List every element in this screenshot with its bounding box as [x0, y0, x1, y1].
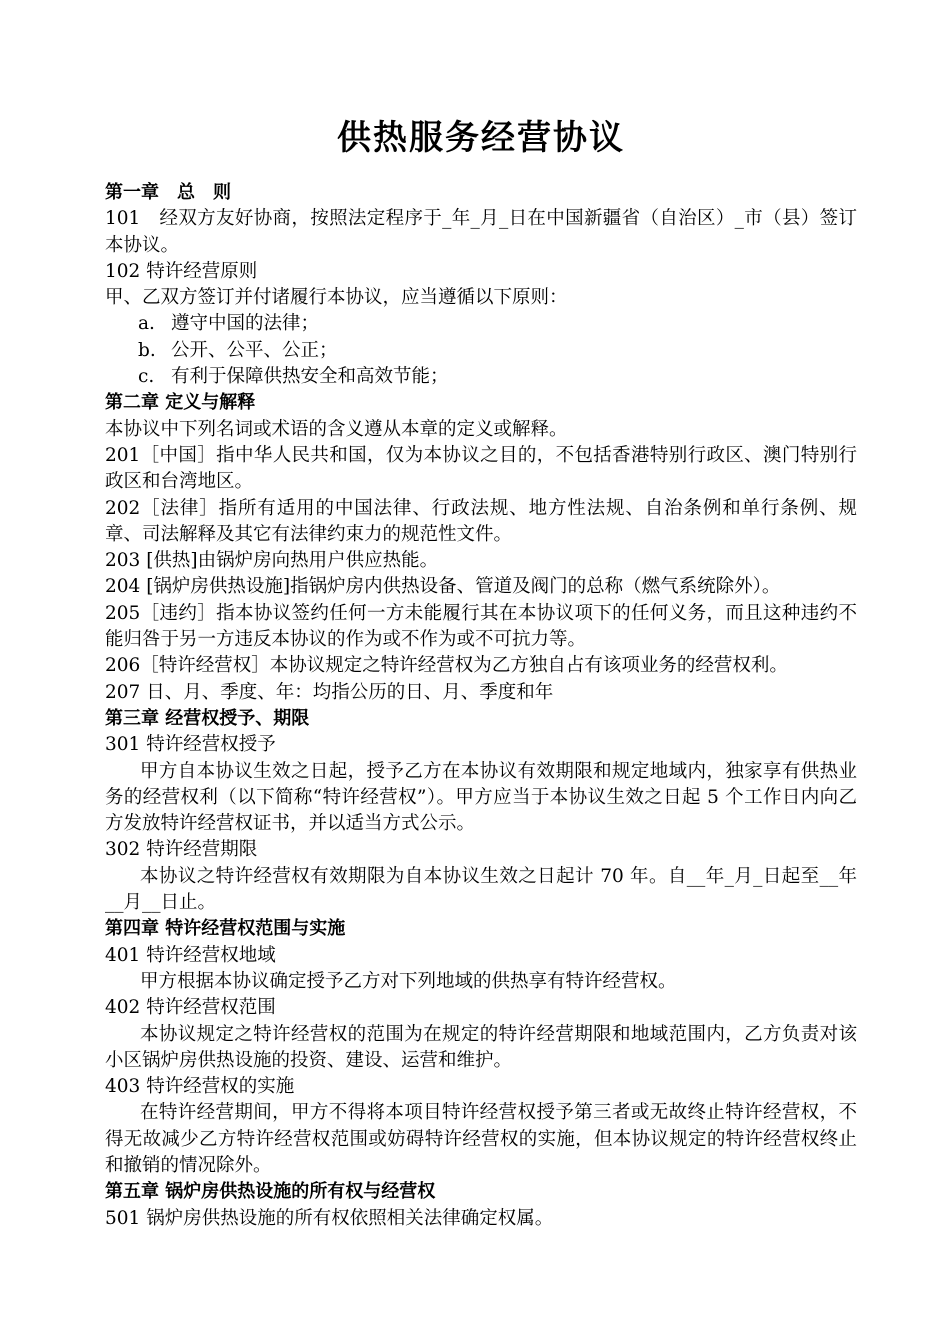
clause-202: 202［法律］指所有适用的中国法律、行政法规、地方性法规、自治条例和单行条例、规章、司法解释及其它有法律约束力的规范性文件。 [105, 497, 857, 545]
clause-403: 403 特许经营权的实施 [105, 1076, 295, 1098]
chapter-3-heading: 第三章 经营权授予、期限 [105, 707, 310, 729]
clause-206: 206［特许经营权］本协议规定之特许经营权为乙方独自占有该项业务的经营权利。 [105, 655, 788, 677]
clause-101: 101 经双方友好协商，按照法定程序于_年_月_日在中国新疆省（自治区）_市（县）签订本协议。 [105, 208, 857, 256]
clause-301-body: 甲方自本协议生效之日起，授予乙方在本协议有效期限和规定地域内，独家享有供热业务的经营权利（以下简称“特许经营权”）。甲方应当于本协议生效之日起 5 个工作日内向乙方发放特许经营权证书，并以适当方式公示。 [105, 760, 857, 835]
clause-207: 207 日、月、季度、年：均指公历的日、月、季度和年 [105, 681, 554, 703]
clause-401: 401 特许经营权地域 [105, 944, 276, 966]
list-text: 遵守中国的法律； [171, 313, 320, 335]
clause-102: 102 特许经营原则 [105, 260, 258, 282]
clause-401-body: 甲方根据本协议确定授予乙方对下列地域的供热享有特许经营权。 [140, 970, 677, 992]
clause-201: 201［中国］指中华人民共和国，仅为本协议之目的，不包括香港特别行政区、澳门特别行政区和台湾地区。 [105, 444, 857, 493]
list-marker: b. [138, 339, 156, 361]
chapter-2-heading: 第二章 定义与解释 [105, 392, 256, 414]
chapter-5-heading: 第五章 锅炉房供热设施的所有权与经营权 [105, 1181, 436, 1203]
clause-402-body: 本协议规定之特许经营权的范围为在规定的特许经营期限和地域范围内，乙方负责对该小区锅炉房供热设施的投资、建设、运营和维护。 [105, 1023, 857, 1071]
clause-302-body: 本协议之特许经营权有效期限为自本协议生效之日起计 70 年。自__年_月_日起至__年__月__日止。 [105, 865, 857, 914]
chapter-2-intro: 本协议中下列名词或术语的含义遵从本章的定义或解释。 [105, 418, 568, 440]
clause-402: 402 特许经营权范围 [105, 997, 276, 1019]
principles-intro: 甲、乙双方签订并付诸履行本协议，应当遵循以下原则： [105, 287, 568, 309]
list-item [105, 311, 857, 337]
list-item [105, 338, 857, 364]
clause-203: 203 [供热]由锅炉房向热用户供应热能。 [105, 550, 439, 572]
clause-301: 301 特许经营权授予 [105, 734, 276, 756]
chapter-1-heading: 第一章 总 则 [105, 182, 231, 203]
list-item [105, 364, 857, 390]
clause-205: 205［违约］指本协议签约任何一方未能履行其在本协议项下的任何义务，而且这种违约不能归咎于另一方违反本协议的作为或不作为或不可抗力等。 [105, 602, 857, 651]
list-marker: a. [138, 313, 155, 335]
list-text: 公开、公平、公正； [171, 339, 338, 361]
document-title: 供热服务经营协议 [337, 118, 625, 158]
list-text: 有利于保障供热安全和高效节能； [171, 366, 449, 388]
chapter-4-heading: 第四章 特许经营权范围与实施 [105, 918, 346, 940]
document-page [105, 112, 857, 1232]
clause-403-body: 在特许经营期间，甲方不得将本项目特许经营权授予第三者或无故终止特许经营权，不得无故减少乙方特许经营权范围或妨碍特许经营权的实施，但本协议规定的特许经营权终止和撤销的情况除外。 [105, 1102, 857, 1176]
clause-501: 501 锅炉房供热设施的所有权依照相关法律确定权属。 [105, 1207, 554, 1229]
clause-204: 204 [锅炉房供热设施]指锅炉房内供热设备、管道及阀门的总称（燃气系统除外）。 [105, 576, 781, 598]
list-marker: c. [138, 366, 155, 388]
clause-302: 302 特许经营期限 [105, 839, 258, 861]
